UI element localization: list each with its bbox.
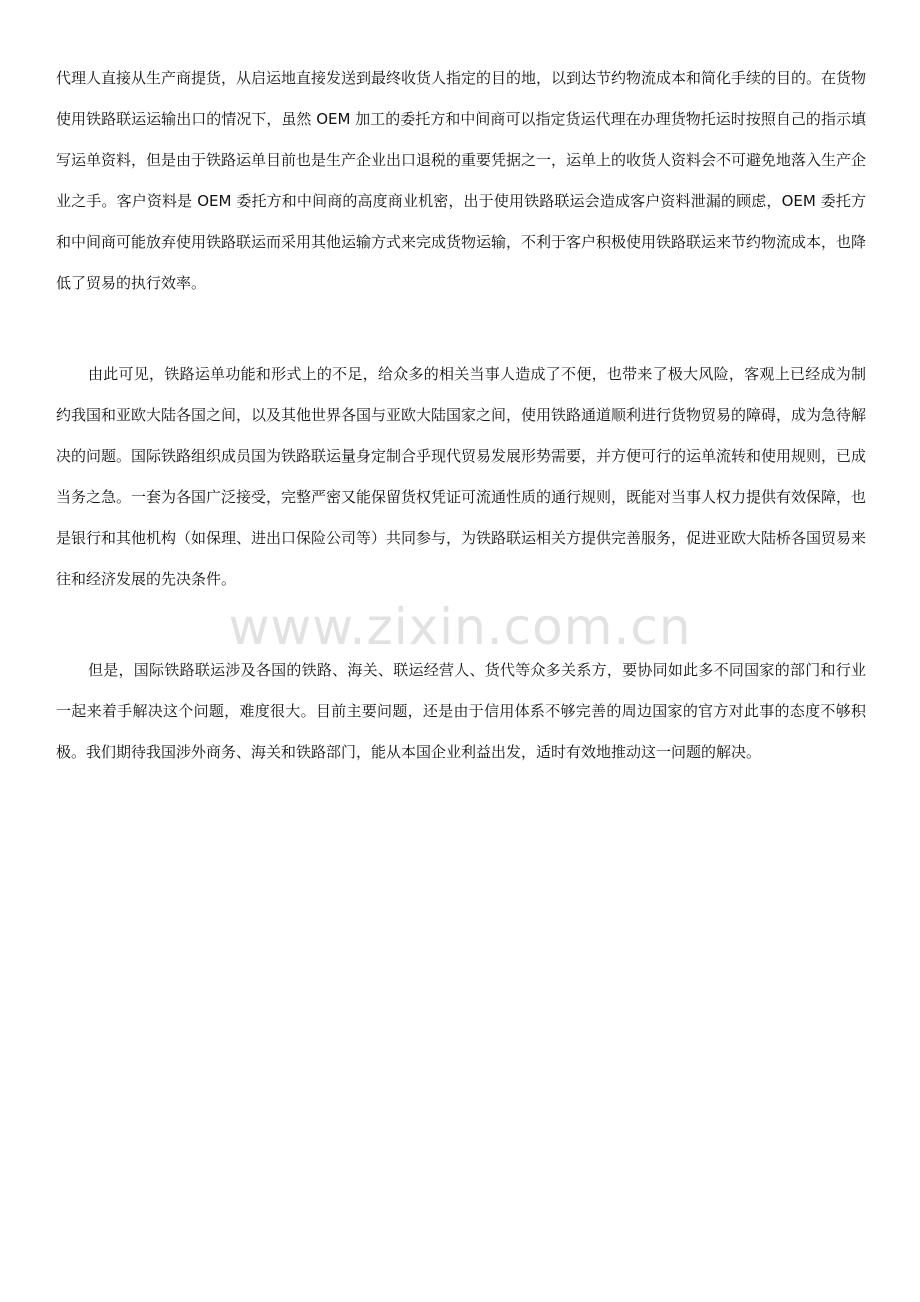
paragraph-1: 代理人直接从生产商提货，从启运地直接发送到最终收货人指定的目的地，以到达节约物流成本和简化手续的目的。在货物使用铁路联运运输出口的情况下，虽然 OEM 加工的委托方和中间商可以指定货运代理在办理货物托运时按照自己的指示填写运单资料，但是由于铁路运单目前也是生产企业出口退税的重要凭据之一，运单上的收货人资料会不可避免地落入生产企业之手。客户资料是 OEM 委托方和中间商的高度商业机密，出于使用铁路联运会造成客户资料泄漏的顾虑，OEM 委托方和中间商可能放弃使用铁路联运而采用其他运输方式来完成货物运输，不利于客户积极使用铁路联运来节约物流成本，也降低了贸易的执行效率。 [56,69,867,292]
paragraph-gap [56,600,866,650]
watermark-text: www.zixin.com.cn [228,598,692,656]
paragraph-gap [56,304,866,354]
paragraph-3: 但是，国际铁路联运涉及各国的铁路、海关、联运经营人、货代等众多关系方，要协同如此多不同国家的部门和行业一起来着手解决这个问题，难度很大。目前主要问题，还是由于信用体系不够完善的周边国家的官方对此事的态度不够积极。我们期待我国涉外商务、海关和铁路部门，能从本国企业利益出发，适时有效地推动这一问题的解决。 [56,661,866,761]
document-body [56,58,866,773]
paragraph-2: 由此可见，铁路运单功能和形式上的不足，给众多的相关当事人造成了不便，也带来了极大风险，客观上已经成为制约我国和亚欧大陆各国之间，以及其他世界各国与亚欧大陆国家之间，使用铁路通道顺利进行货物贸易的障碍，成为急待解决的问题。国际铁路组织成员国为铁路联运量身定制合乎现代贸易发展形势需要，并方便可行的运单流转和使用规则，已成当务之急。一套为各国广泛接受，完整严密又能保留货权凭证可流通性质的通行规则，既能对当事人权力提供有效保障，也是银行和其他机构（如保理、进出口保险公司等）共同参与，为铁路联运相关方提供完善服务，促进亚欧大陆桥各国贸易来往和经济发展的先决条件。 [56,365,867,588]
